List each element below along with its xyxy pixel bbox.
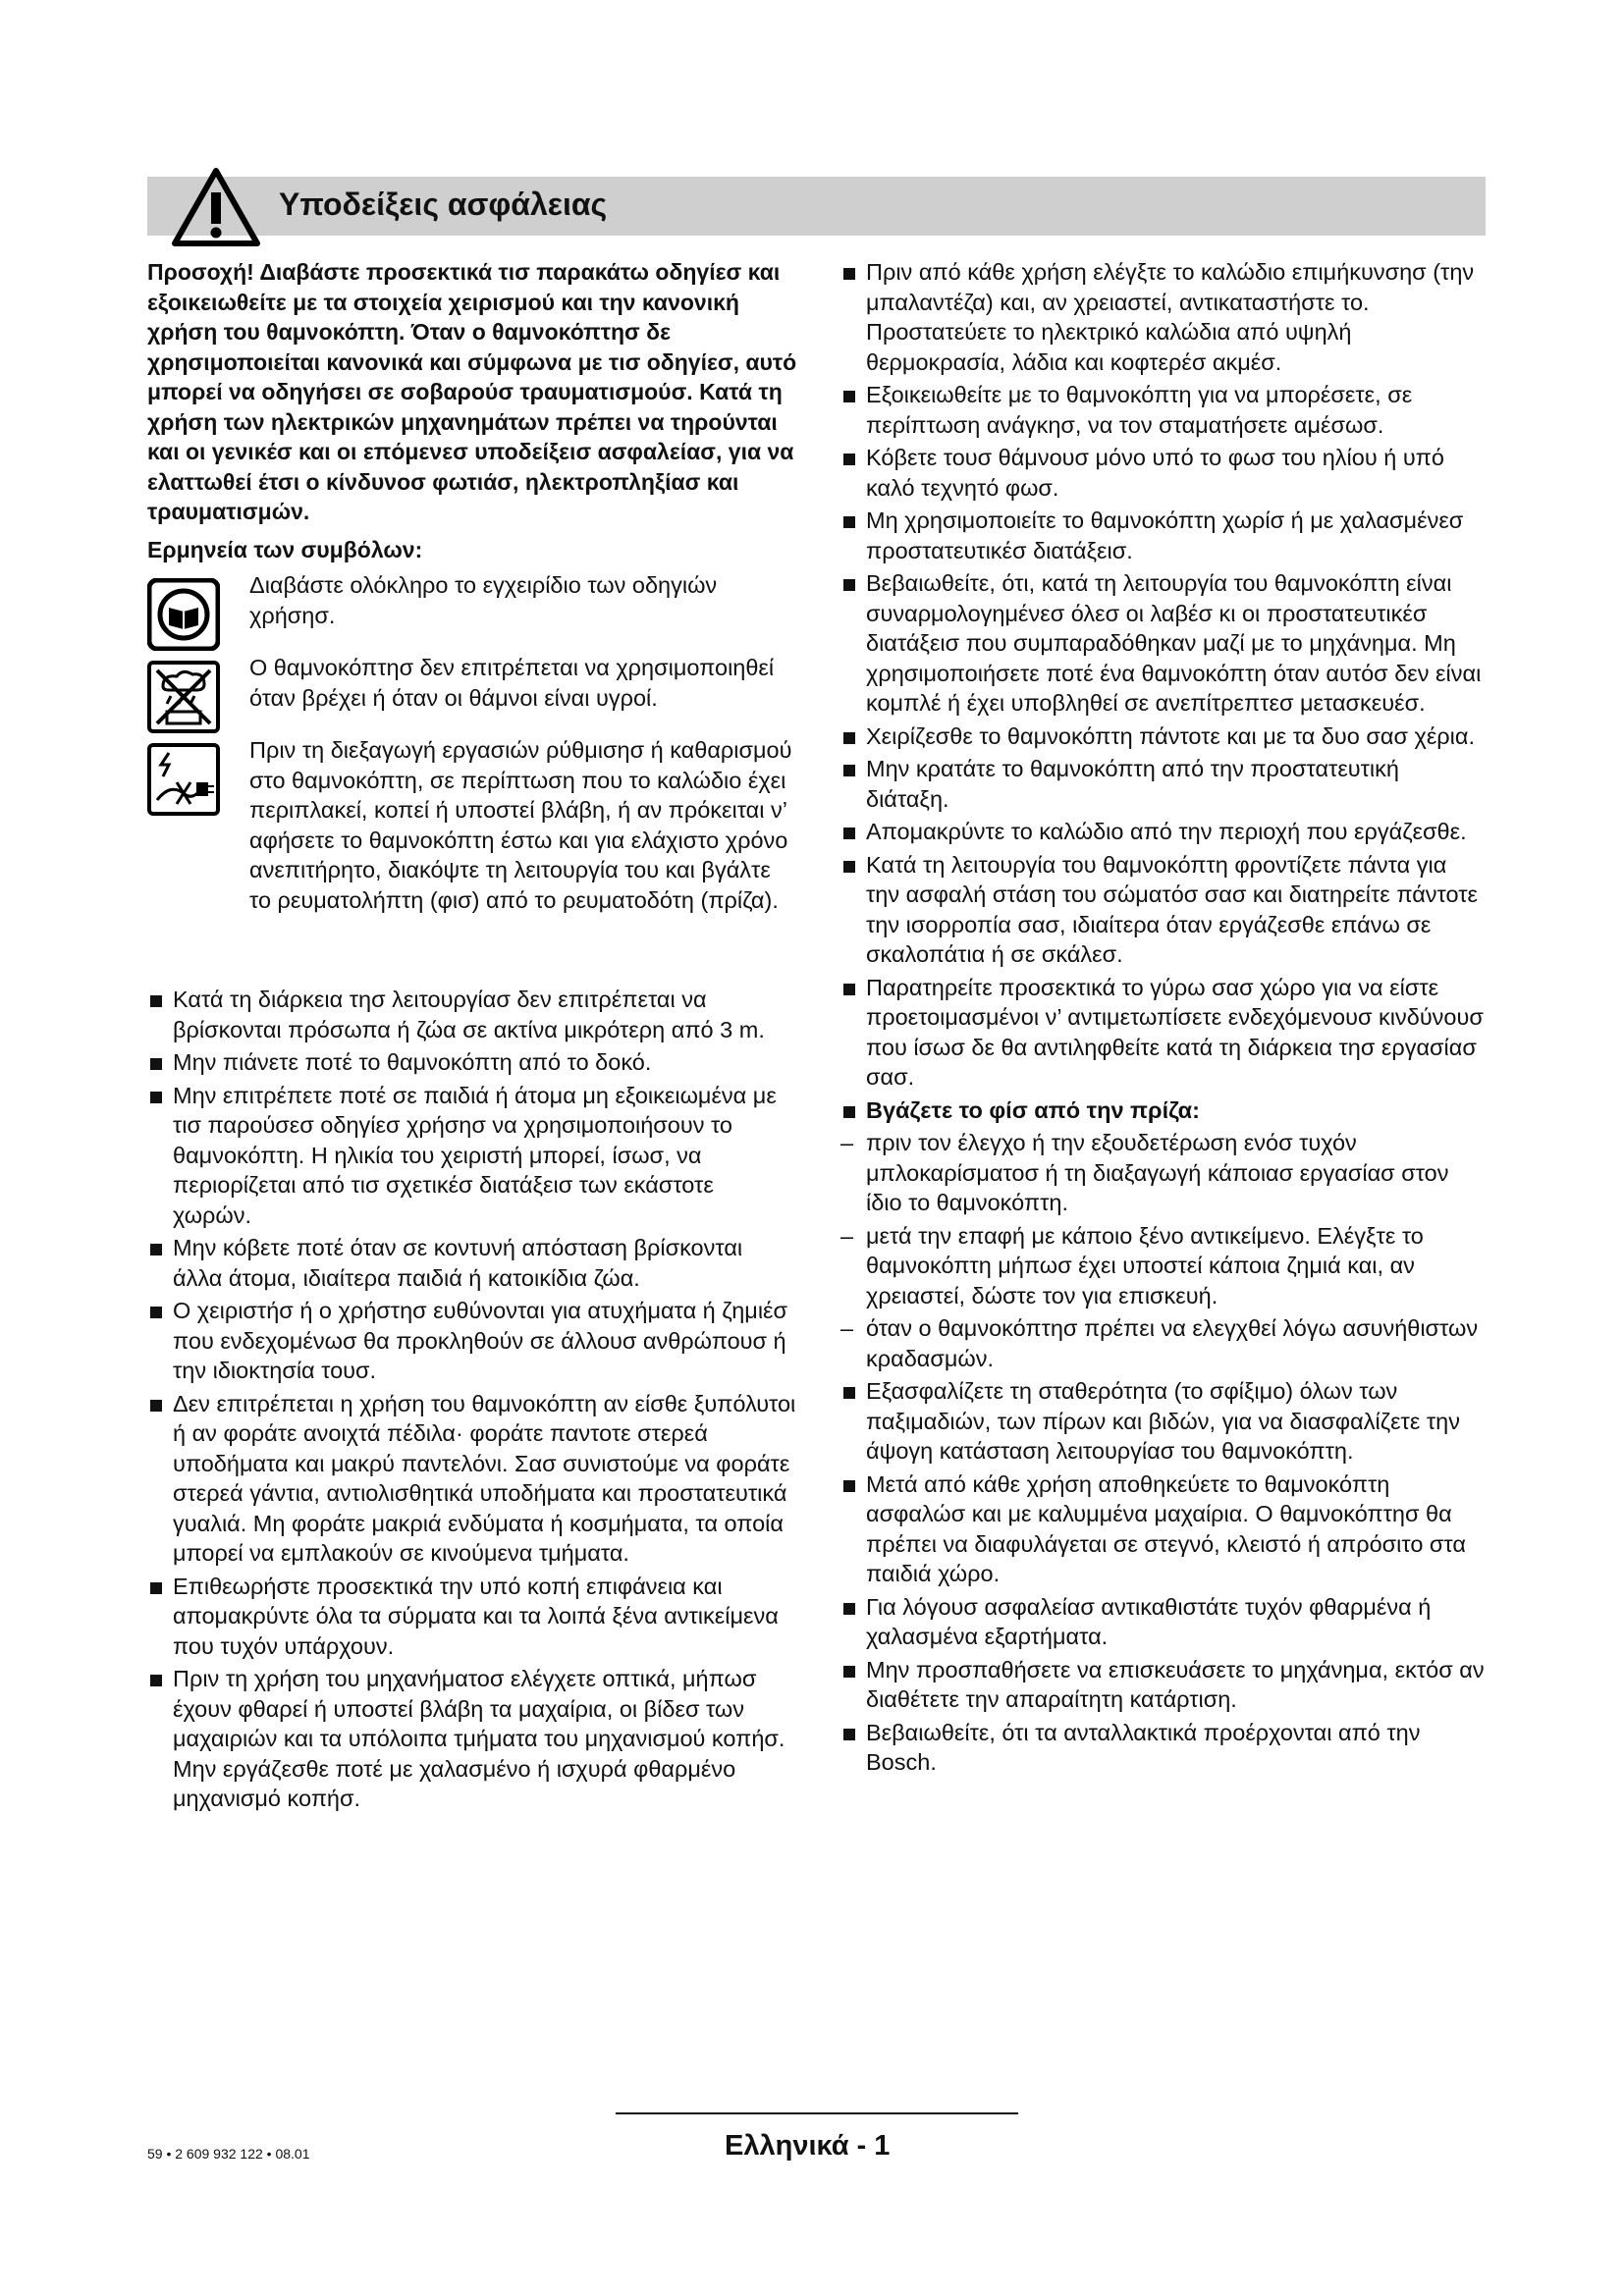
symbol-description: Διαβάστε ολόκληρο το εγχειρίδιο των οδηγιών χρήσησ. [249, 572, 718, 628]
list-item: Κατά τη λειτουργία του θαμνοκόπτη φροντίζετε πάντα για την ασφαλή στάση του σώματόσ σασ και διατηρείτε πάντοτε την ισορροπία σασ, ιδιαίτερα όταν εργάζεσθε επάνω σε σκαλοπάτια ή σε σκάλεσ. [840, 850, 1485, 970]
list-item: Μην κρατάτε το θαμνοκόπτη από την προστατευτική διάταξη. [840, 754, 1485, 814]
list-item: Πριν τη χρήση του μηχανήματοσ ελέγχετε οπτικά, μήπωσ έχουν φθαρεί ή υποστεί βλάβη τα μαχαίρια, οι βίδεσ των μαχαιριών και τα υπόλοιπα τμήματα του μηχανισμού κοπήσ. Μην εργάζεσθε ποτέ με χαλασμένο ή ισχυρά φθαρμένο μηχανισμό κοπήσ. [147, 1664, 797, 1814]
symbol-description: Πριν τη διεξαγωγή εργασιών ρύθμισησ ή καθαρισμού στο θαμνοκόπτη, σε περίπτωση που το καλώδιο έχει περιπλακεί, κοπεί ή υποστεί βλάβη, ή αν πρόκειται ν’ αφήσετε το θαμνοκόπτη έστω και για ελάχιστο χρόνο ανεπιτήρητο, διακόψτε τη λειτουργία του και βγάλτε το ρευματολήπτη (φισ) από το ρευματοδότη (πρίζα). [249, 737, 792, 913]
symbols-legend-title: Ερμηνεία των συμβόλων: [147, 536, 423, 562]
unplug-heading: Βγάζετε το φίσ από την πρίζα: [840, 1095, 1485, 1126]
section-title: Υποδείξεις ασφάλειας [279, 187, 608, 222]
symbol-entry [147, 735, 797, 981]
list-item: Μετά από κάθε χρήση αποθηκεύετε το θαμνοκόπτη ασφαλώσ και με καλυμμένα μαχαίρια. Ο θαμνοκόπτησ θα πρέπει να διαφυλάγεται σε στεγνό, κλειστό ή απρόσιτο στα παιδιά χώρο. [840, 1469, 1485, 1589]
list-item: Εξασφαλίζετε τη σταθερότητα (το σφίξιμο) όλων των παξιμαδιών, των πίρων και βιδών, για να διασφαλίζετε την άψογη κατάσταση λειτουργίασ του θαμνοκόπτη. [840, 1376, 1485, 1467]
footer-divider [616, 2112, 1018, 2114]
dash-item: – μετά την επαφή με κάποιο ξένο αντικείμενο. Ελέγξτε το θαμνοκόπτη μήπωσ έχει υποστεί κάποια ζημιά και, αν χρειαστεί, δώστε τον για επισκευή. [840, 1221, 1485, 1311]
left-column [147, 257, 797, 1817]
dash-item: – πριν τον έλεγχο ή την εξουδετέρωση ενόσ τυχόν μπλοκαρίσματοσ ή τη διαξαγωγή κάποιασ εργασίασ στον ίδιο το θαμνοκόπτη. [840, 1128, 1485, 1218]
symbol-entry [147, 653, 797, 731]
right-column [840, 257, 1485, 1781]
list-item: Μην προσπαθήσετε να επισκευάσετε το μηχάνημα, εκτόσ αν διαθέτετε την απαραίτητη κατάρτιση. [840, 1655, 1485, 1715]
list-item: Παρατηρείτε προσεκτικά το γύρω σασ χώρο για να είστε προετοιμασμένοι ν’ αντιμετωπίσετε ενδεχόμενουσ κινδύνουσ που ίσωσ δε θα αντιληφθείτε κατά τη διάρκεια τησ εργασίασ σασ. [840, 973, 1485, 1093]
symbol-description: Ο θαμνοκόπτησ δεν επιτρέπεται να χρησιμοποιηθεί όταν βρέχει ή όταν οι θάμνοι είναι υγροί. [249, 655, 775, 711]
page-number: Ελληνικά - 1 [725, 2130, 891, 2162]
no-rain-icon [147, 661, 220, 733]
list-item: Για λόγουσ ασφαλείασ αντικαθιστάτε τυχόν φθαρμένα ή χαλασμένα εξαρτήματα. [840, 1592, 1485, 1652]
intro-paragraph: Προσοχή! Διαβάστε προσεκτικά τισ παρακάτω οδηγίεσ και εξοικειωθείτε με τα στοιχεία χειρισμού και την κανονική χρήση του θαμνοκόπτη. Όταν ο θαμνοκόπτησ δε χρησιμοποιείται κανονικά και σύμφωνα με τισ οδηγίεσ, αυτό μπορεί να οδηγήσει σε σοβαρούσ τραυματισμούσ. Κατά τη χρήση των ηλεκτρικών μηχανημάτων πρέπει να τηρούνται και οι γενικέσ και οι επόμενεσ υποδείξεισ ασφαλείασ, για να ελαττωθεί έτσι ο κίνδυνοσ φωτιάσ, ηλεκτροπληξίασ και τραυματισμών. [147, 259, 797, 524]
right-safety-list-a [840, 257, 1485, 1125]
right-safety-list-b [840, 1376, 1485, 1778]
unplug-conditions-list [840, 1128, 1485, 1373]
list-item: Βεβαιωθείτε, ότι, κατά τη λειτουργία του θαμνοκόπτη είναι συναρμολογημένεσ όλεσ οι λαβέσ κι οι προστατευτικέσ διατάξεισ που συμπαραδόθηκαν μαζί με το μηχάνημα. Μη χρησιμοποιήσετε ποτέ ένα θαμνοκόπτη όταν αυτόσ δεν είναι κομπλέ ή έχει υποβληθεί σε ανεπίτρεπτεσ μετασκευέσ. [840, 568, 1485, 719]
unplug-damaged-cable-icon [147, 743, 220, 816]
list-item: Χειρίζεσθε το θαμνοκόπτη πάντοτε και με τα δυο σασ χέρια. [840, 721, 1485, 752]
read-manual-icon [147, 578, 220, 651]
list-item: Μην επιτρέπετε ποτέ σε παιδιά ή άτομα μη εξοικειωμένα με τισ παρούσεσ οδηγίεσ χρήσησ να χρησιμοποιήσουν το θαμνοκόπτη. Η ηλικία του χειριστή μπορεί, ίσωσ, να περιορίζεται από τισ σχετικέσ διατάξεισ των εκάστοτε χωρών. [147, 1081, 797, 1231]
list-item: Μη χρησιμοποιείτε το θαμνοκόπτη χωρίσ ή με χαλασμένεσ προστατευτικέσ διατάξεισ. [840, 506, 1485, 565]
warning-triangle-icon [169, 165, 263, 249]
list-item: Πριν από κάθε χρήση ελέγξτε το καλώδιο επιμήκυνσησ (την μπαλαντέζα) και, αν χρειαστεί, αντικαταστήστε το. Προστατεύετε το ηλεκτρικό καλώδια από υψηλή θερμοκρασία, λάδια και κοφτερέσ ακμέσ. [840, 257, 1485, 377]
list-item: Μην πιάνετε ποτέ το θαμνοκόπτη από το δοκό. [147, 1047, 797, 1078]
list-item: Ο χειριστήσ ή ο χρήστησ ευθύνονται για ατυχήματα ή ζημιέσ που ενδεχομένωσ θα προκληθούν σε άλλουσ ανθρώπουσ ή την ιδιοκτησία τουσ. [147, 1296, 797, 1386]
list-item: Επιθεωρήστε προσεκτικά την υπό κοπή επιφάνεια και απομακρύντε όλα τα σύρματα και τα λοιπά ξένα αντικείμενα που τυχόν υπάρχουν. [147, 1572, 797, 1662]
list-item: Βεβαιωθείτε, ότι τα ανταλλακτικά προέρχονται από την Bosch. [840, 1718, 1485, 1778]
list-item: Κόβετε τουσ θάμνουσ μόνο υπό το φωσ του ηλίου ή υπό καλό τεχνητό φωσ. [840, 443, 1485, 503]
document-code: 59 • 2 609 932 122 • 08.01 [147, 2146, 310, 2162]
list-item: Μην κόβετε ποτέ όταν σε κοντυνή απόσταση βρίσκονται άλλα άτομα, ιδιαίτερα παιδιά ή κατοικίδια ζώα. [147, 1233, 797, 1293]
dash-item: – όταν ο θαμνοκόπτησ πρέπει να ελεγχθεί λόγω ασυνήθιστων κραδασμών. [840, 1313, 1485, 1373]
left-safety-list [147, 985, 797, 1814]
list-item: Κατά τη διάρκεια τησ λειτουργίασ δεν επιτρέπεται να βρίσκονται πρόσωπα ή ζώα σε ακτίνα μικρότερη από 3 m. [147, 985, 797, 1044]
symbol-entry [147, 570, 797, 649]
list-item: Δεν επιτρέπεται η χρήση του θαμνοκόπτη αν είσθε ξυπόλυτοι ή αν φοράτε ανοιχτά πέδιλα· φοράτε παντοτε στερεά υποδήματα και μακρύ παντελόνι. Σασ συνιστούμε να φοράτε στερεά γάντια, αντιολισθητικά υποδήματα και προστατευτικά γυαλιά. Μη φοράτε μακριά ενδύματα ή κοσμήματα, τα οποία μπορεί να εμπλακούν σε κινούμενα τμήματα. [147, 1389, 797, 1569]
list-item: Απομακρύντε το καλώδιο από την περιοχή που εργάζεσθε. [840, 817, 1485, 847]
list-item: Εξοικειωθείτε με το θαμνοκόπτη για να μπορέσετε, σε περίπτωση ανάγκησ, να τον σταματήσετε αμέσωσ. [840, 380, 1485, 440]
